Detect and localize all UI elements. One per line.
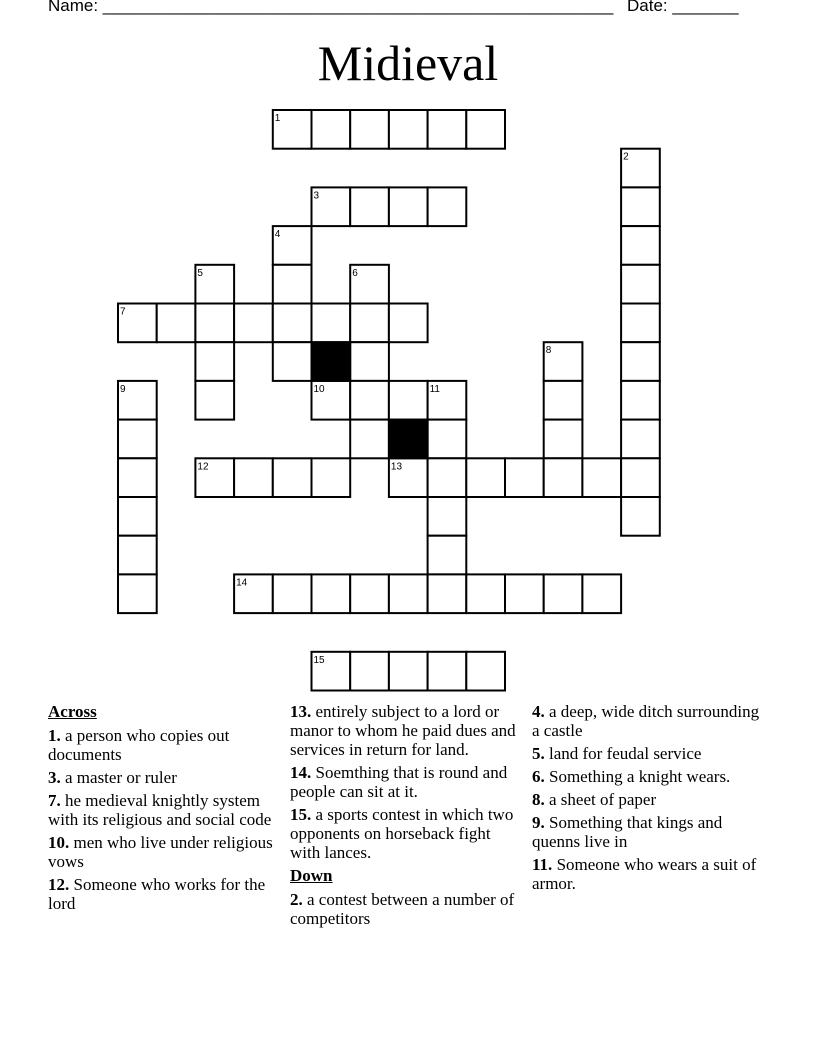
clue-number: 10. xyxy=(48,833,70,852)
cell-number: 4 xyxy=(274,229,281,241)
crossword-cell[interactable] xyxy=(544,381,583,420)
crossword-cell[interactable] xyxy=(621,342,660,381)
crossword-cell[interactable] xyxy=(350,652,389,691)
clue-number: 11. xyxy=(532,855,553,874)
crossword-cell[interactable] xyxy=(621,226,660,265)
clue-text: a sports contest in which two opponents on horseback fight with lances. xyxy=(290,805,514,862)
crossword-cell[interactable] xyxy=(350,381,389,420)
cell-number: 14 xyxy=(236,577,248,589)
clue-column-3 xyxy=(532,702,764,897)
down-clue xyxy=(532,744,764,763)
crossword-cell[interactable] xyxy=(195,342,234,381)
crossword-cell[interactable] xyxy=(273,458,312,497)
cell-number: 7 xyxy=(120,306,126,318)
crossword-cell[interactable] xyxy=(118,497,157,536)
clue-text: a person who copies out documents xyxy=(48,726,230,764)
cell-number: 11 xyxy=(429,383,440,395)
cell-number: 15 xyxy=(313,654,325,666)
clue-number: 12. xyxy=(48,875,70,894)
clue-text: Something that kings and quenns live in xyxy=(532,813,723,851)
clue-text: he medieval knightly system with its religious and social code xyxy=(48,791,272,829)
crossword-cell[interactable] xyxy=(389,304,428,343)
crossword-cell[interactable] xyxy=(582,458,621,497)
crossword-cell[interactable] xyxy=(466,458,505,497)
crossword-cell[interactable] xyxy=(428,110,467,149)
clue-text: a sheet of paper xyxy=(549,790,657,809)
down-clue xyxy=(532,855,764,893)
crossword-cell[interactable] xyxy=(273,342,312,381)
crossword-cell[interactable] xyxy=(234,458,273,497)
clue-number: 1. xyxy=(48,726,61,745)
crossword-cell[interactable] xyxy=(118,574,157,613)
crossword-cell[interactable] xyxy=(428,497,467,536)
cell-number: 10 xyxy=(313,383,325,395)
down-clue xyxy=(532,767,764,786)
clue-number: 5. xyxy=(532,744,545,763)
black-cell xyxy=(389,420,428,459)
across-clue xyxy=(48,833,280,871)
crossword-cell[interactable] xyxy=(273,304,312,343)
crossword-cell[interactable] xyxy=(389,187,428,226)
crossword-cell[interactable] xyxy=(195,304,234,343)
crossword-cell[interactable] xyxy=(350,304,389,343)
clue-text: entirely subject to a lord or manor to whom he paid dues and services in return for land. xyxy=(290,702,516,759)
crossword-cell[interactable] xyxy=(621,304,660,343)
clue-column-2 xyxy=(290,702,522,932)
clue-text: a contest between a number of competitors xyxy=(290,890,515,928)
crossword-cell[interactable] xyxy=(234,304,273,343)
cell-number: 8 xyxy=(545,345,552,357)
clue-text: land for feudal service xyxy=(549,744,702,763)
crossword-cell[interactable] xyxy=(350,420,389,459)
crossword-cell[interactable] xyxy=(350,187,389,226)
clue-number: 7. xyxy=(48,791,61,810)
crossword-cell[interactable] xyxy=(466,652,505,691)
down-heading: Down xyxy=(290,866,333,885)
crossword-cell[interactable] xyxy=(118,420,157,459)
cell-number: 12 xyxy=(197,461,209,473)
crossword-cell[interactable] xyxy=(389,574,428,613)
crossword-cell[interactable] xyxy=(350,110,389,149)
crossword-cell[interactable] xyxy=(544,458,583,497)
crossword-cell[interactable] xyxy=(428,420,467,459)
cell-number: 3 xyxy=(313,190,320,202)
black-cell xyxy=(312,342,351,381)
across-clue xyxy=(48,791,280,829)
cell-number: 2 xyxy=(623,151,629,163)
across-clue xyxy=(290,702,522,759)
crossword-cell[interactable] xyxy=(466,574,505,613)
crossword-cell[interactable] xyxy=(428,536,467,575)
clue-number: 4. xyxy=(532,702,545,721)
cell-number: 1 xyxy=(274,113,281,124)
clue-text: Soemthing that is round and people can sit at it. xyxy=(290,763,508,801)
clue-text: a deep, wide ditch surrounding a castle xyxy=(532,702,760,740)
crossword-cell[interactable] xyxy=(621,381,660,420)
across-clue xyxy=(48,726,280,764)
across-clue xyxy=(48,768,280,787)
down-clue xyxy=(532,702,764,740)
crossword-cell[interactable] xyxy=(428,652,467,691)
clue-number: 15. xyxy=(290,805,312,824)
clue-number: 3. xyxy=(48,768,61,787)
crossword-cell[interactable] xyxy=(621,458,660,497)
clue-number: 13. xyxy=(290,702,312,721)
crossword-cell[interactable] xyxy=(389,381,428,420)
across-clue xyxy=(290,763,522,801)
crossword-cell[interactable] xyxy=(273,574,312,613)
crossword-cell[interactable] xyxy=(621,497,660,536)
cell-number: 9 xyxy=(120,383,126,395)
crossword-cell[interactable] xyxy=(621,187,660,226)
crossword-cell[interactable] xyxy=(428,187,467,226)
across-clue xyxy=(290,805,522,862)
down-clue xyxy=(532,790,764,809)
crossword-cell[interactable] xyxy=(312,458,351,497)
crossword-cell[interactable] xyxy=(312,110,351,149)
crossword-cell[interactable] xyxy=(157,304,196,343)
clue-text: Something a knight wears. xyxy=(549,767,731,786)
crossword-cell[interactable] xyxy=(544,420,583,459)
clue-text: men who live under religious vows xyxy=(48,833,273,871)
cell-number: 13 xyxy=(390,461,403,473)
cell-number: 6 xyxy=(352,267,358,279)
date-field-label: Date: _______ xyxy=(627,0,739,15)
name-field-label: Name: ______________________________________________________ xyxy=(48,0,614,15)
crossword-cell[interactable] xyxy=(466,110,505,149)
crossword-cell[interactable] xyxy=(505,574,544,613)
across-clue xyxy=(48,875,280,913)
crossword-cell[interactable] xyxy=(428,574,467,613)
crossword-cell[interactable] xyxy=(544,574,583,613)
crossword-cell[interactable] xyxy=(350,574,389,613)
clue-number: 8. xyxy=(532,790,545,809)
crossword-cell[interactable] xyxy=(389,110,428,149)
crossword-cell[interactable] xyxy=(428,458,467,497)
crossword-cell[interactable] xyxy=(621,420,660,459)
clue-number: 14. xyxy=(290,763,312,782)
clue-text: Someone who wears a suit of armor. xyxy=(532,855,757,893)
crossword-cell[interactable] xyxy=(350,342,389,381)
crossword-cell[interactable] xyxy=(195,381,234,420)
crossword-cell[interactable] xyxy=(312,304,351,343)
clue-column-1 xyxy=(48,702,280,917)
down-clue xyxy=(532,813,764,851)
across-heading: Across xyxy=(48,702,97,721)
crossword-cell[interactable] xyxy=(389,652,428,691)
clue-text: Someone who works for the lord xyxy=(48,875,266,913)
crossword-cell[interactable] xyxy=(621,265,660,304)
clue-number: 9. xyxy=(532,813,545,832)
crossword-cell[interactable] xyxy=(582,574,621,613)
clue-text: a master or ruler xyxy=(65,768,177,787)
down-clue xyxy=(290,890,522,928)
clue-number: 2. xyxy=(290,890,303,909)
crossword-cell[interactable] xyxy=(273,265,312,304)
crossword-cell[interactable] xyxy=(312,574,351,613)
clue-number: 6. xyxy=(532,767,545,786)
crossword-cell[interactable] xyxy=(118,536,157,575)
cell-number: 5 xyxy=(197,267,203,279)
puzzle-title: Midieval xyxy=(317,35,499,91)
crossword-cell[interactable] xyxy=(505,458,544,497)
crossword-cell[interactable] xyxy=(118,458,157,497)
